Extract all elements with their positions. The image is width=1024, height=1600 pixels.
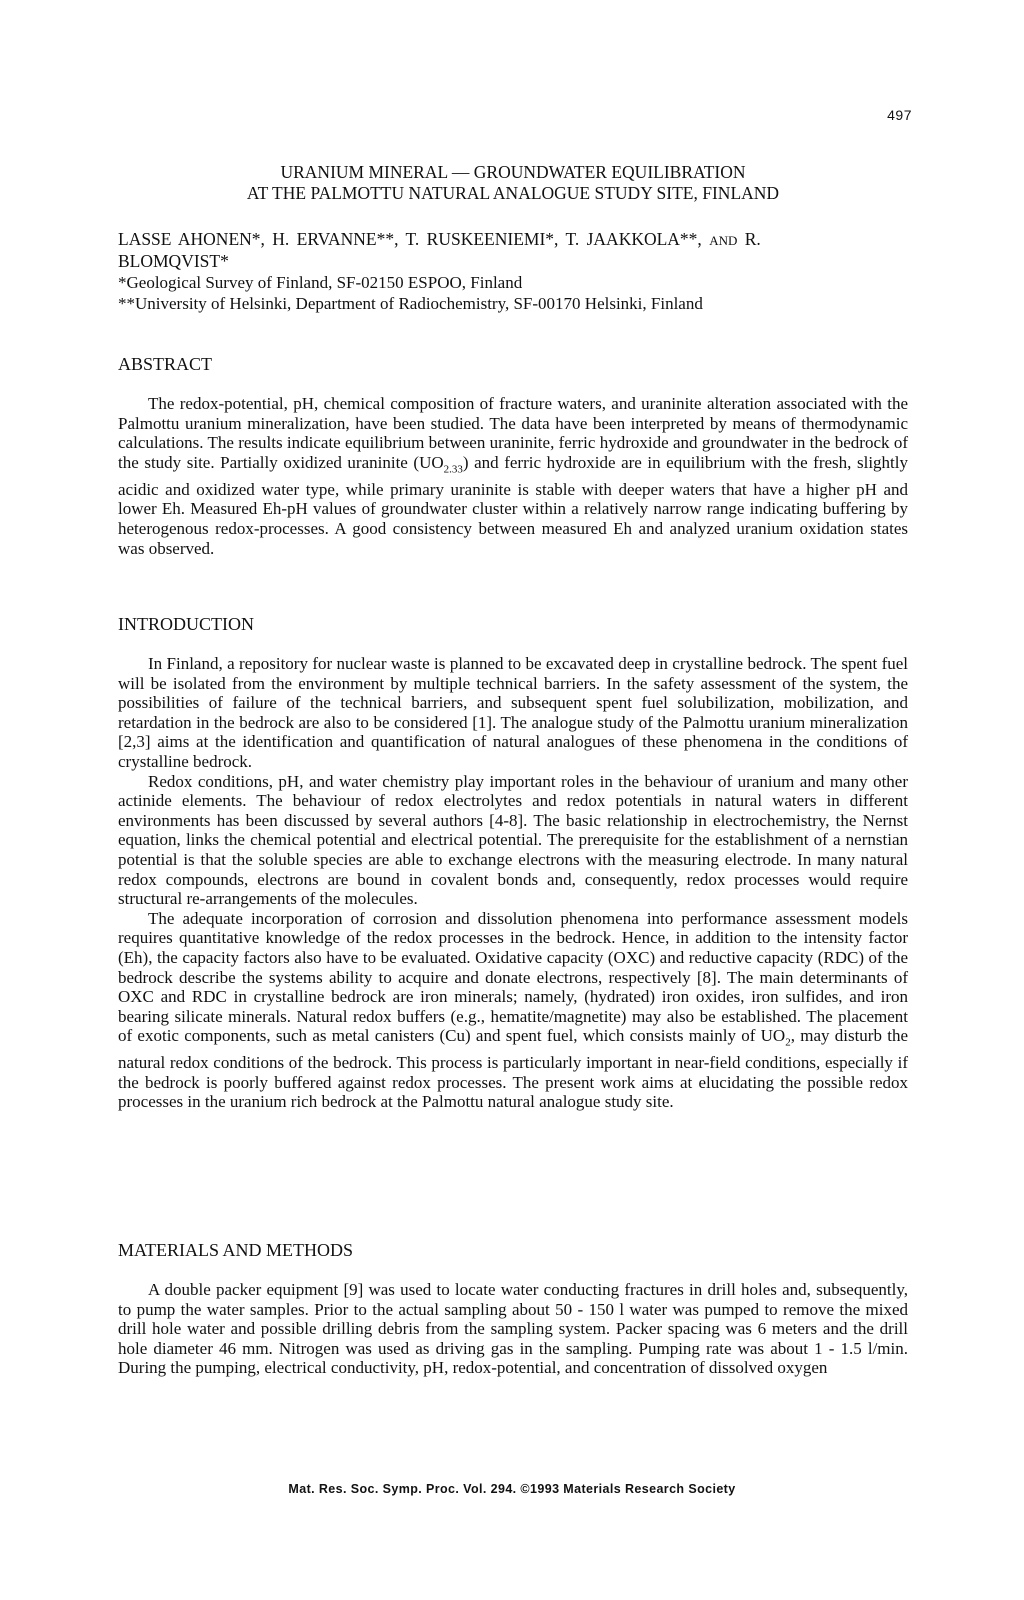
footer-citation: Mat. Res. Soc. Symp. Proc. Vol. 294. ©1993 Materials Research Society xyxy=(288,1482,736,1496)
author-initial: R. xyxy=(744,229,761,249)
methods-body xyxy=(118,1280,908,1378)
introduction-heading: INTRODUCTION xyxy=(118,614,254,634)
methods-heading: MATERIALS AND METHODS xyxy=(118,1240,354,1260)
intro-paragraph-1: In Finland, a repository for nuclear waste is planned to be excavated deep in crystalline bedrock. The spent fuel will be isolated from the environment by multiple technical barriers. In the safety assessment of the system, the possibilities of failure of the technical barriers, and subsequent spent fuel solubilization, mobilization, and retardation in the bedrock are also to be considered [1]. The analogue study of the Palmottu uranium mineralization [2,3] aims at the identification and quantification of natural analogues of these phenomena in the conditions of crystalline bedrock. xyxy=(118,654,908,771)
affiliation-2: **University of Helsinki, Department of Radiochemistry, SF-00170 Helsinki, Finland xyxy=(118,294,703,313)
intro-paragraph-3 xyxy=(118,909,908,1112)
abstract-body xyxy=(118,394,908,558)
author-line-2: BLOMQVIST* xyxy=(118,251,229,271)
abstract-subscript: 2.33 xyxy=(443,463,463,476)
author-names: LASSE AHONEN*, H. ERVANNE**, T. RUSKEENIEMI*, T. JAAKKOLA**, xyxy=(118,229,702,249)
intro-p3-text-a: The adequate incorporation of corrosion and dissolution phenomena into performance assessment models requires quantitative knowledge of the redox processes in the bedrock. Hence, in addition to the intensity factor (Eh), the capacity factors also have to be evaluated. Oxidative capacity (OXC) and reductive capacity (RDC) of the bedrock describe the systems ability to acquire and donate electrons, respectively [8]. The main determinants of OXC and RDC in crystalline bedrock are iron minerals; namely, (hydrated) iron oxides, iron sulfides, and iron bearing silicate minerals. Natural redox buffers (e.g., hematite/magnetite) may also be established. The placement of exotic components, such as metal canisters (Cu) and spent fuel, which consists mainly of UO xyxy=(118,908,908,1046)
intro-p3-subscript: 2 xyxy=(785,1036,791,1049)
author-block xyxy=(118,229,908,314)
paper-title xyxy=(118,162,908,204)
intro-p3-text-b: , may disturb the natural redox conditions of the bedrock. This process is particularly important in near-field conditions, especially if the bedrock is poorly buffered against redox processes. The present work aims at elucidating the possible redox processes in the uranium rich bedrock at the Palmottu natural analogue study site. xyxy=(118,1026,909,1112)
affiliation-1: *Geological Survey of Finland, SF-02150 ESPOO, Finland xyxy=(118,273,523,292)
abstract-text-b: ) and ferric hydroxide are in equilibrium with the fresh, slightly acidic and oxidized water type, while primary uraninite is stable with deeper waters that have a higher pH and lower Eh. Measured Eh-pH values of groundwater cluster within a relatively narrow range indicating buffering by heterogenous redox-processes. A good consistency between measured Eh and analyzed uranium oxidation states was observed. xyxy=(118,452,908,558)
abstract-text-a: The redox-potential, pH, chemical composition of fracture waters, and uraninite alteration associated with the Palmottu uranium mineralization, have been studied. The data have been interpreted by means of thermodynamic calculations. The results indicate equilibrium between uraninite, ferric hydroxide and groundwater in the bedrock of the study site. Partially oxidized uraninite (UO xyxy=(118,394,908,472)
abstract-paragraph xyxy=(118,394,908,558)
author-and: AND xyxy=(709,233,738,248)
introduction-body xyxy=(118,654,908,1112)
author-line-1 xyxy=(118,229,908,251)
title-line-1: URANIUM MINERAL — GROUNDWATER EQUILIBRATION xyxy=(280,162,746,182)
methods-paragraph-1: A double packer equipment [9] was used to locate water conducting fractures in drill holes and, subsequently, to pump the water samples. Prior to the actual sampling about 50 - 150 l water was pumped to remove the mixed drill hole water and possible drilling debris from the sampling system. Packer spacing was 6 meters and the drill hole diameter 46 mm. Nitrogen was used as driving gas in the sampling. Pumping rate was about 1 - 1.5 l/min. During the pumping, electrical conductivity, pH, redox-potential, and concentration of dissolved oxygen xyxy=(118,1280,908,1378)
title-line-2: AT THE PALMOTTU NATURAL ANALOGUE STUDY SITE, FINLAND xyxy=(246,183,780,203)
abstract-heading: ABSTRACT xyxy=(118,354,213,374)
page-number: 497 xyxy=(887,107,912,123)
intro-paragraph-2: Redox conditions, pH, and water chemistry play important roles in the behaviour of uranium and many other actinide elements. The behaviour of redox electrolytes and redox potentials in natural waters in different environments has been discussed by several authors [4-8]. The basic relationship in electrochemistry, the Nernst equation, links the chemical potential and electrical potential. The prerequisite for the establishment of a nernstian potential is that the soluble species are able to exchange electrons with the measuring electrode. In many natural redox compounds, electrons are bound in covalent bonds and, consequently, redox processes would require structural re-arrangements of the molecules. xyxy=(118,771,908,909)
